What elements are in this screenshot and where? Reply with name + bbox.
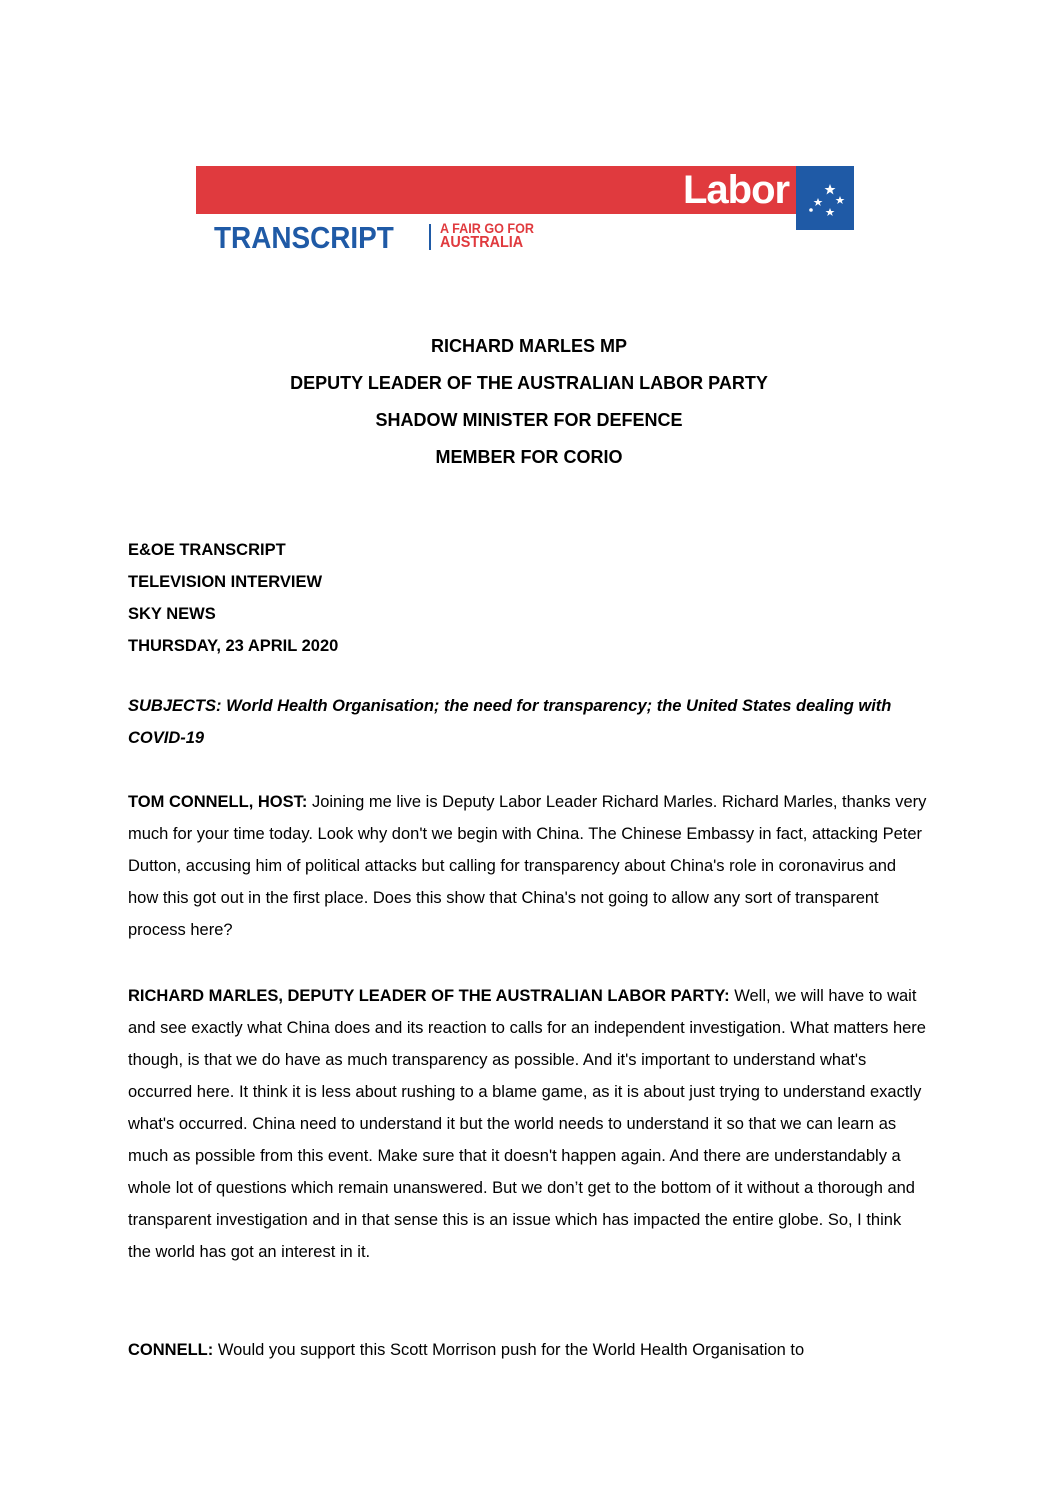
member-name: RICHARD MARLES MP: [431, 336, 627, 356]
paragraph-text: Would you support this Scott Morrison push for the World Health Organisation to: [217, 1341, 805, 1359]
paragraph-text: Well, we will have to wait and see exactly what China does and its reaction to calls for an independent investigation. What matters here though, is that we do have as much transparency as possible. And it's important to understand what's occurred here. It think it is less about rushing to a blame game, as it is about just trying to understand exactly what's occurred. China need to understand it but the world needs to understand it so that we can learn as much as possible from this event. Make sure that it doesn't happen again. And there are understandably a whole lot of questions which remain unanswered. But we don’t get to the bottom of it without a thorough and transparent investigation and in that sense this is an issue which has impacted the entire globe. So, I think the world has got an interest in it.: [128, 987, 926, 1261]
member-role-3: MEMBER FOR CORIO: [435, 447, 623, 467]
transcript-paragraph: [128, 1334, 928, 1366]
meta-format: TELEVISION INTERVIEW: [128, 573, 323, 591]
speaker-label: CONNELL:: [128, 1341, 214, 1359]
labor-transcript-banner: [196, 166, 854, 254]
member-role-2: SHADOW MINISTER FOR DEFENCE: [375, 410, 683, 430]
slogan-line-1: A FAIR GO FOR: [440, 220, 535, 236]
transcript-meta: [128, 534, 338, 662]
member-header: [128, 328, 930, 476]
meta-outlet: SKY NEWS: [128, 605, 216, 623]
transcript-paragraph: [128, 980, 928, 1268]
banner-divider: [429, 224, 431, 250]
slogan-line-2: AUSTRALIA: [440, 234, 524, 251]
subjects-line: SUBJECTS: World Health Organisation; the need for transparency; the United States dealing with COVID-19: [128, 697, 892, 747]
meta-eoe: E&OE TRANSCRIPT: [128, 541, 286, 559]
speaker-label: TOM CONNELL, HOST:: [128, 793, 308, 811]
member-role-1: DEPUTY LEADER OF THE AUSTRALIAN LABOR PARTY: [290, 373, 768, 393]
meta-date: THURSDAY, 23 APRIL 2020: [128, 637, 339, 655]
fair-go-slogan: [440, 222, 534, 250]
paragraph-text: Joining me live is Deputy Labor Leader Richard Marles. Richard Marles, thanks very much for your time today. Look why don't we begin with China. The Chinese Embassy in fact, attacking Peter Dutton, accusing him of political attacks but calling for transparency about China's role in coronavirus and how this got out in the first place. Does this show that China's not going to allow any sort of transparent process here?: [128, 793, 927, 939]
speaker-label: RICHARD MARLES, DEPUTY LEADER OF THE AUSTRALIAN LABOR PARTY:: [128, 987, 730, 1005]
transcript-paragraph: [128, 786, 928, 946]
southern-cross-stars-icon: [800, 170, 850, 226]
transcript-title: TRANSCRIPT: [214, 220, 394, 255]
labor-logo-text: Labor: [683, 168, 790, 212]
